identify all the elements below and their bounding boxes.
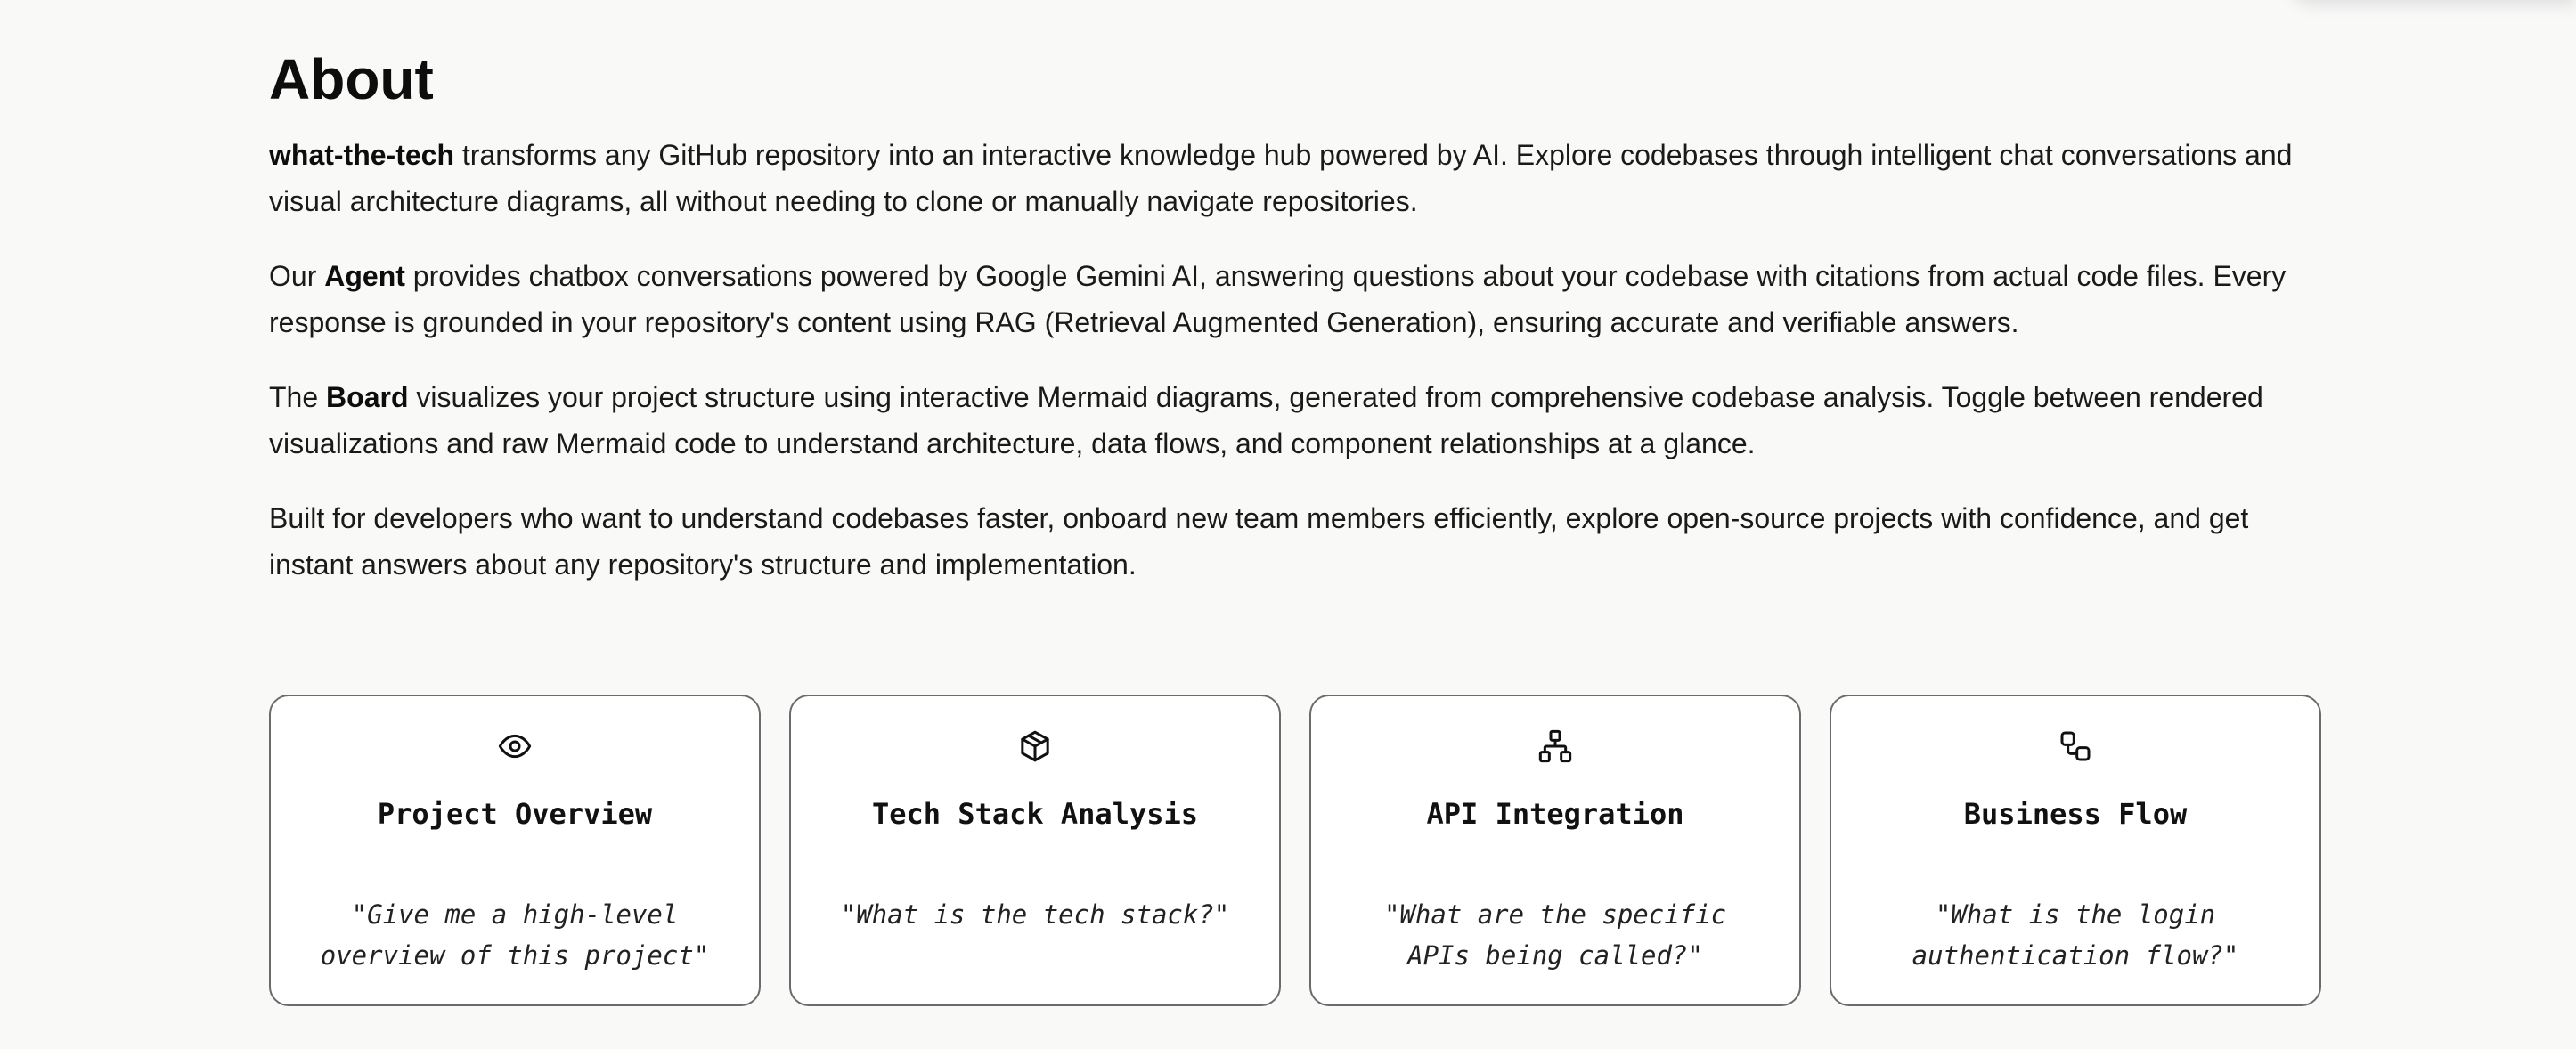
eye-icon <box>497 728 533 764</box>
about-section <box>269 46 2318 588</box>
example-prompt-cards <box>269 695 2321 1006</box>
card-prompt: "Give me a high-level overview of this project" <box>320 899 710 971</box>
network-icon <box>1537 728 1573 764</box>
card-title: Project Overview <box>377 797 653 831</box>
about-paragraph-audience: Built for developers who want to understand codebases faster, onboard new team members efficiently, explore open-source projects with confidence, and get instant answers about any repository's structure and implementation. <box>269 502 2249 581</box>
card-prompt: "What is the tech stack?" <box>840 899 1230 930</box>
board-text-prefix: The <box>269 381 327 413</box>
agent-text-prefix: Our <box>269 260 325 292</box>
board-label: Board <box>326 381 409 413</box>
about-paragraph-intro <box>269 132 2318 224</box>
agent-text: provides chatbox conversations powered by Google Gemini AI, answering questions about your codebase with citations from actual code files. Every response is grounded in your repository's content using RAG (Retrieval Augmented Generation), ensuring accurate and verifiable answers. <box>269 260 2287 338</box>
brand-name: what-the-tech <box>269 139 454 171</box>
about-heading: About <box>269 47 434 111</box>
agent-label: Agent <box>324 260 405 292</box>
about-paragraph-board <box>269 374 2318 467</box>
card-api-integration[interactable] <box>1309 695 1801 1006</box>
card-title: API Integration <box>1426 797 1684 831</box>
card-prompt: "What are the specific APIs being called?" <box>1383 899 1727 971</box>
about-paragraph-agent <box>269 253 2318 346</box>
card-title: Business Flow <box>1963 797 2188 831</box>
intro-text: transforms any GitHub repository into an interactive knowledge hub powered by AI. Explore codebases through intelligent chat conversations and visual architecture diagrams, all without needing to clone or manually navigate repositories. <box>269 139 2293 217</box>
card-tech-stack-analysis[interactable] <box>789 695 1281 1006</box>
card-title: Tech Stack Analysis <box>871 797 1199 831</box>
package-icon <box>1017 728 1053 764</box>
card-prompt: "What is the login authentication flow?" <box>1912 899 2239 971</box>
card-business-flow[interactable] <box>1830 695 2321 1006</box>
workflow-icon <box>2058 728 2093 764</box>
card-project-overview[interactable] <box>269 695 761 1006</box>
board-text: visualizes your project structure using interactive Mermaid diagrams, generated from comprehensive codebase analysis. Toggle between rendered visualizations and raw Mermaid code to understand architecture, data flows, and component relationships at a glance. <box>269 381 2263 459</box>
